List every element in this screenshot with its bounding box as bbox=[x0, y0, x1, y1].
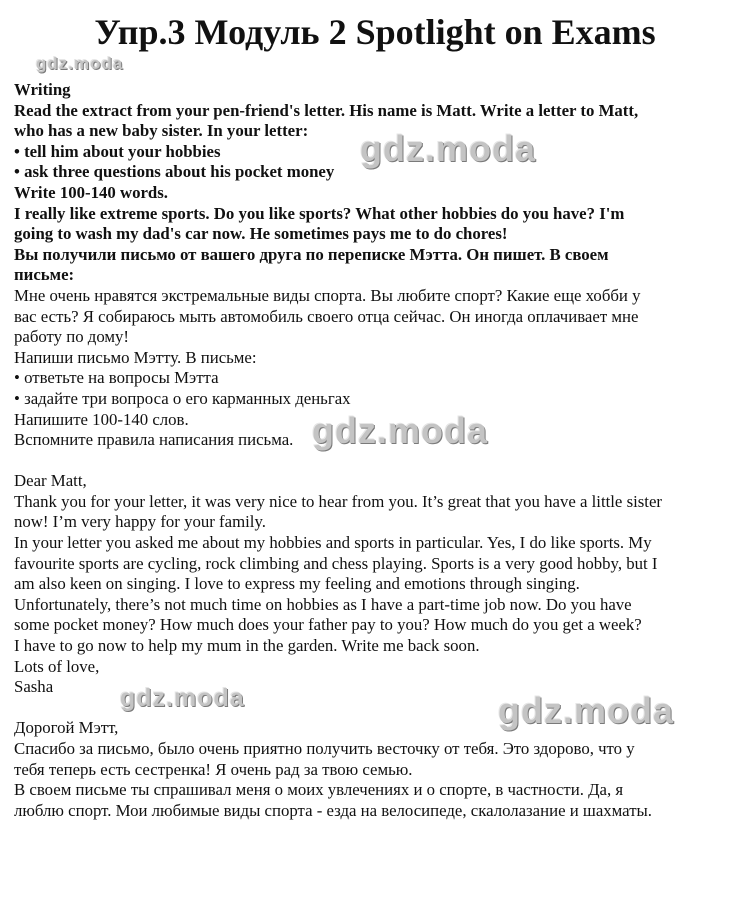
letter-line: am also keen on singing. I love to express my feeling and emotions through singing. bbox=[14, 574, 580, 594]
watermark: gdz.moda bbox=[120, 684, 245, 712]
task-bullet: • tell him about your hobbies bbox=[14, 141, 221, 161]
letter-extract: going to wash my dad's car now. He sometimes pays me to do chores! bbox=[14, 224, 508, 244]
instruction-ru: Напиши письмо Мэтту. В письме: bbox=[14, 347, 257, 367]
task-line: who has a new baby sister. In your letter: bbox=[14, 121, 309, 141]
task-ru-line: письме: bbox=[14, 265, 75, 285]
letter-ru-line: люблю спорт. Мои любимые виды спорта - езда на велосипеде, скалолазание и шахматы. bbox=[14, 800, 652, 820]
page-title: Упр.3 Модуль 2 Spotlight on Exams bbox=[94, 12, 656, 52]
letter-signature: Sasha bbox=[14, 677, 54, 697]
letter-line: In your letter you asked me about my hobbies and sports in particular. Yes, I do like sports. My bbox=[14, 533, 652, 553]
rules-ru: Вспомните правила написания письма. bbox=[14, 430, 294, 450]
section-heading: Writing bbox=[14, 80, 71, 99]
letter-line: Thank you for your letter, it was very nice to hear from you. It’s great that you have a little sister bbox=[14, 491, 663, 511]
task-bullet: • ask three questions about his pocket money bbox=[14, 162, 335, 182]
word-count-ru: Напишите 100-140 слов. bbox=[14, 409, 189, 429]
letter-line: I have to go now to help my mum in the garden. Write me back soon. bbox=[14, 636, 480, 656]
task-line: Read the extract from your pen-friend's letter. His name is Matt. Write a letter to Matt, bbox=[14, 100, 639, 120]
letter-greeting: Dear Matt, bbox=[14, 471, 87, 491]
spacer bbox=[14, 451, 738, 472]
extract-ru: Мне очень нравятся экстремальные виды спорта. Вы любите спорт? Какие еще хобби у bbox=[14, 285, 641, 305]
watermark: gdz.moda bbox=[498, 690, 674, 731]
letter-line: Unfortunately, there’s not much time on hobbies as I have a part-time job now. Do you have bbox=[14, 594, 632, 614]
task-ru-line: Вы получили письмо от вашего друга по переписке Мэтта. Он пишет. В своем bbox=[14, 244, 609, 264]
letter-closing: Lots of love, bbox=[14, 656, 100, 676]
watermark: gdz.moda bbox=[36, 54, 124, 73]
task-ru-bullet: • задайте три вопроса о его карманных деньгах bbox=[14, 388, 351, 408]
word-count-instruction: Write 100-140 words. bbox=[14, 182, 168, 202]
task-ru-bullet: • ответьте на вопросы Мэтта bbox=[14, 368, 219, 388]
extract-ru: работу по дому! bbox=[14, 327, 130, 347]
watermark: gdz.moda bbox=[360, 128, 536, 169]
letter-extract: I really like extreme sports. Do you like sports? What other hobbies do you have? I'm bbox=[14, 203, 625, 223]
letter-line: some pocket money? How much does your father pay to you? How much do you get a week? bbox=[14, 615, 642, 635]
letter-line: favourite sports are cycling, rock climbing and chess playing. Sports is a very good hobby, but I bbox=[14, 553, 658, 573]
letter-ru-line: Спасибо за письмо, было очень приятно получить весточку от тебя. Это здорово, что у bbox=[14, 739, 635, 758]
letter-ru-greeting: Дорогой Мэтт, bbox=[14, 718, 119, 738]
letter-line: now! I’m very happy for your family. bbox=[14, 512, 266, 532]
watermark: gdz.moda bbox=[312, 410, 488, 451]
letter-ru-line: В своем письме ты спрашивал меня о моих увлечениях и о спорте, в частности. Да, я bbox=[14, 780, 624, 800]
letter-ru-line: тебя теперь есть сестренка! Я очень рад за твою семью. bbox=[14, 759, 413, 779]
extract-ru: вас есть? Я собираюсь мыть автомобиль своего отца сейчас. Он иногда оплачивает мне bbox=[14, 306, 639, 326]
